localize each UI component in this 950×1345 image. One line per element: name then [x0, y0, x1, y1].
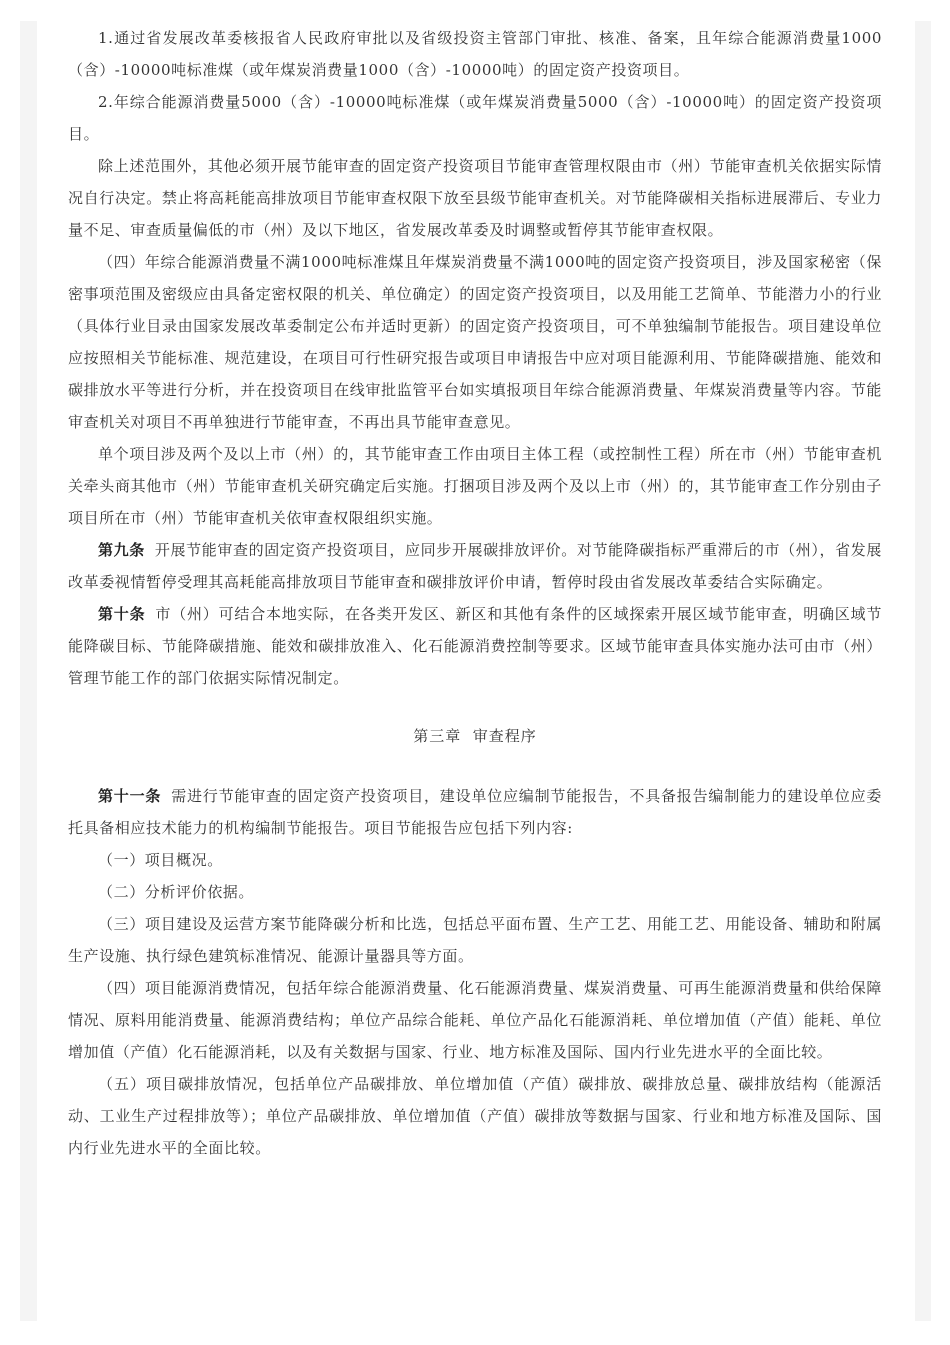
article-11-item-5: （五）项目碳排放情况，包括单位产品碳排放、单位增加值（产值）碳排放、碳排放总量、碳排放结构（能源活动、工业生产过程排放等）；单位产品碳排放、单位增加值（产值）碳排放等数据与国家、行业和地方标准及国际、国内行业先进水平的全面比较。 [68, 1075, 882, 1157]
article-10 [68, 598, 882, 694]
article-11-item-3: （三）项目建设及运营方案节能降碳分析和比选，包括总平面布置、生产工艺、用能工艺、用能设备、辅助和附属生产设施、执行绿色建筑标准情况、能源计量器具等方面。 [68, 915, 882, 965]
chapter-title: 第三章 审查程序 [413, 727, 537, 745]
document-body [68, 22, 882, 1164]
list-item-1: 1.通过省发展改革委核报省人民政府审批以及省级投资主管部门审批、核准、备案，且年综合能源消费量1000（含）-10000吨标准煤（或年煤炭消费量1000（含）-10000吨）的固定资产投资项目。 [68, 29, 882, 79]
article-9-text: 开展节能审查的固定资产投资项目，应同步开展碳排放评价。对节能降碳指标严重滞后的市（州），省发展改革委视情暂停受理其高耗能高排放项目节能审查和碳排放评价申请，暂停时段由省发展改革委结合实际确定。 [68, 541, 882, 591]
article-11-item-2: （二）分析评价依据。 [98, 883, 255, 901]
article-11-text: 需进行节能审查的固定资产投资项目，建设单位应编制节能报告，不具备报告编制能力的建设单位应委托具备相应技术能力的机构编制节能报告。项目节能报告应包括下列内容: [68, 787, 882, 837]
article-11-item-1: （一）项目概况。 [98, 851, 223, 869]
article-11-item-4: （四）项目能源消费情况，包括年综合能源消费量、化石能源消费量、煤炭消费量、可再生能源消费量和供给保障情况、原料用能消费量、能源消费结构；单位产品综合能耗、单位产品化石能源消耗、单位增加值（产值）能耗、单位增加值（产值）化石能源消耗，以及有关数据与国家、行业、地方标准及国际、国内行业先进水平的全面比较。 [68, 979, 882, 1061]
paragraph-multi-city: 单个项目涉及两个及以上市（州）的，其节能审查工作由项目主体工程（或控制性工程）所在市（州）节能审查机关牵头商其他市（州）节能审查机关研究确定后实施。打捆项目涉及两个及以上市（州）的，其节能审查工作分别由子项目所在市（州）节能审查机关依审查权限组织实施。 [68, 445, 882, 527]
list-item-2: 2.年综合能源消费量5000（含）-10000吨标准煤（或年煤炭消费量5000（含）-10000吨）的固定资产投资项目。 [68, 93, 882, 143]
article-11-label: 第十一条 [98, 787, 162, 805]
paragraph-scope: 除上述范围外，其他必须开展节能审查的固定资产投资项目节能审查管理权限由市（州）节能审查机关依据实际情况自行决定。禁止将高耗能高排放项目节能审查权限下放至县级节能审查机关。对节能降碳相关指标进展滞后、专业力量不足、审查质量偏低的市（州）及以下地区，省发展改革委及时调整或暂停其节能审查权限。 [68, 157, 882, 239]
article-10-text: 市（州）可结合本地实际，在各类开发区、新区和其他有条件的区域探索开展区域节能审查，明确区域节能降碳目标、节能降碳措施、能效和碳排放准入、化石能源消费控制等要求。区域节能审查具体实施办法可由市（州）管理节能工作的部门依据实际情况制定。 [68, 605, 882, 687]
paragraph-item-4: （四）年综合能源消费量不满1000吨标准煤且年煤炭消费量不满1000吨的固定资产投资项目，涉及国家秘密（保密事项范围及密级应由具备定密权限的机关、单位确定）的固定资产投资项目，以及用能工艺简单、节能潜力小的行业（具体行业目录由国家发展改革委制定公布并适时更新）的固定资产投资项目，可不单独编制节能报告。项目建设单位应按照相关节能标准、规范建设，在项目可行性研究报告或项目申请报告中应对项目能源利用、节能降碳措施、能效和碳排放水平等进行分析，并在投资项目在线审批监管平台如实填报项目年综合能源消费量、年煤炭消费量等内容。节能审查机关对项目不再单独进行节能审查，不再出具节能审查意见。 [68, 253, 882, 431]
article-11 [68, 780, 882, 844]
article-10-label: 第十条 [98, 605, 146, 623]
article-9 [68, 534, 882, 598]
article-9-label: 第九条 [98, 541, 145, 559]
